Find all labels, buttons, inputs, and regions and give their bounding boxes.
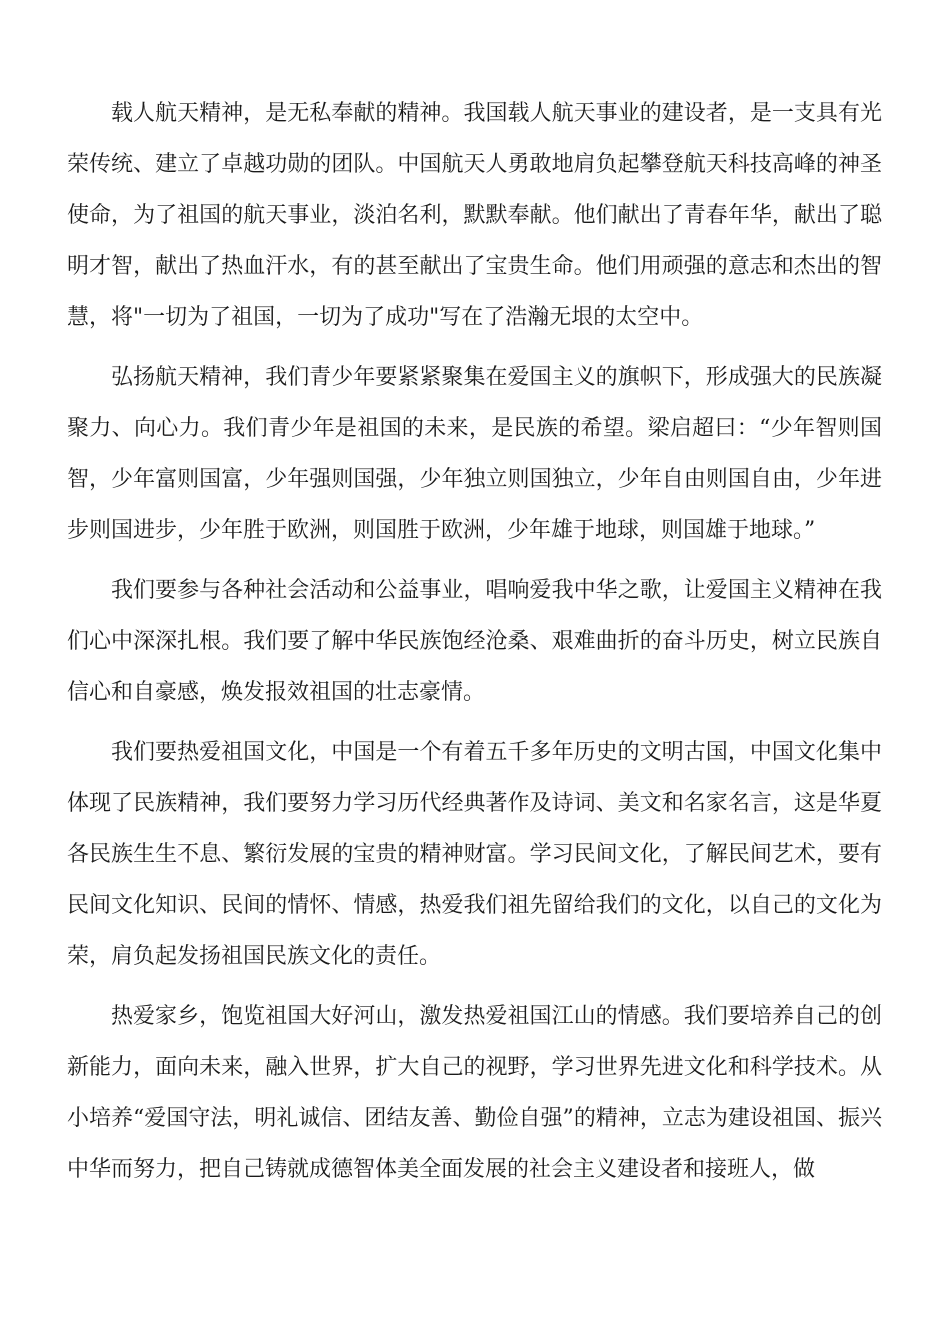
paragraph-national-culture: 我们要热爱祖国文化，中国是一个有着五千多年历史的文明古国，中国文化集中体现了民族精神，我们要努力学习历代经典著作及诗词、美文和名家名言，这是华夏各民族生生不息、繁衍发展的宝贵的精神财富。学习民间文化，了解民间艺术，要有民间文化知识、民间的情怀、情感，热爱我们祖先留给我们的文化，以自己的文化为荣，肩负起发扬祖国民族文化的责任。 xyxy=(67,740,882,969)
paragraph-youth-patriotism: 弘扬航天精神，我们青少年要紧紧聚集在爱国主义的旗帜下，形成强大的民族凝聚力、向心力。我们青少年是祖国的未来，是民族的希望。梁启超曰：“少年智则国智，少年富则国富，少年强则国强，少年独立则国独立，少年自由则国自由，少年进步则国进步，少年胜于欧洲，则国胜于欧洲，少年雄于地球，则国雄于地球。” xyxy=(67,365,882,543)
paragraph-love-hometown: 热爱家乡，饱览祖国大好河山，激发热爱祖国江山的情感。我们要培养自己的创新能力，面向未来，融入世界，扩大自己的视野，学习世界先进文化和科学技术。从小培养“爱国守法，明礼诚信、团结友善、勤俭自强”的精神，立志为建设祖国、振兴中华而努力，把自己铸就成德智体美全面发展的社会主义建设者和接班人，做 xyxy=(67,1004,882,1182)
paragraph-social-activities: 我们要参与各种社会活动和公益事业，唱响爱我中华之歌，让爱国主义精神在我们心中深深扎根。我们要了解中华民族饱经沧桑、艰难曲折的奋斗历史，树立民族自信心和自豪感，焕发报效祖国的壮志豪情。 xyxy=(67,578,882,705)
document-body xyxy=(67,88,882,1204)
paragraph-spaceflight-spirit: 载人航天精神，是无私奉献的精神。我国载人航天事业的建设者，是一支具有光荣传统、建立了卓越功勋的团队。中国航天人勇敢地肩负起攀登航天科技高峰的神圣使命，为了祖国的航天事业，淡泊名利，默默奉献。他们献出了青春年华，献出了聪明才智，献出了热血汗水，有的甚至献出了宝贵生命。他们用顽强的意志和杰出的智慧，将"一切为了祖国，一切为了成功"写在了浩瀚无垠的太空中。 xyxy=(67,101,882,330)
